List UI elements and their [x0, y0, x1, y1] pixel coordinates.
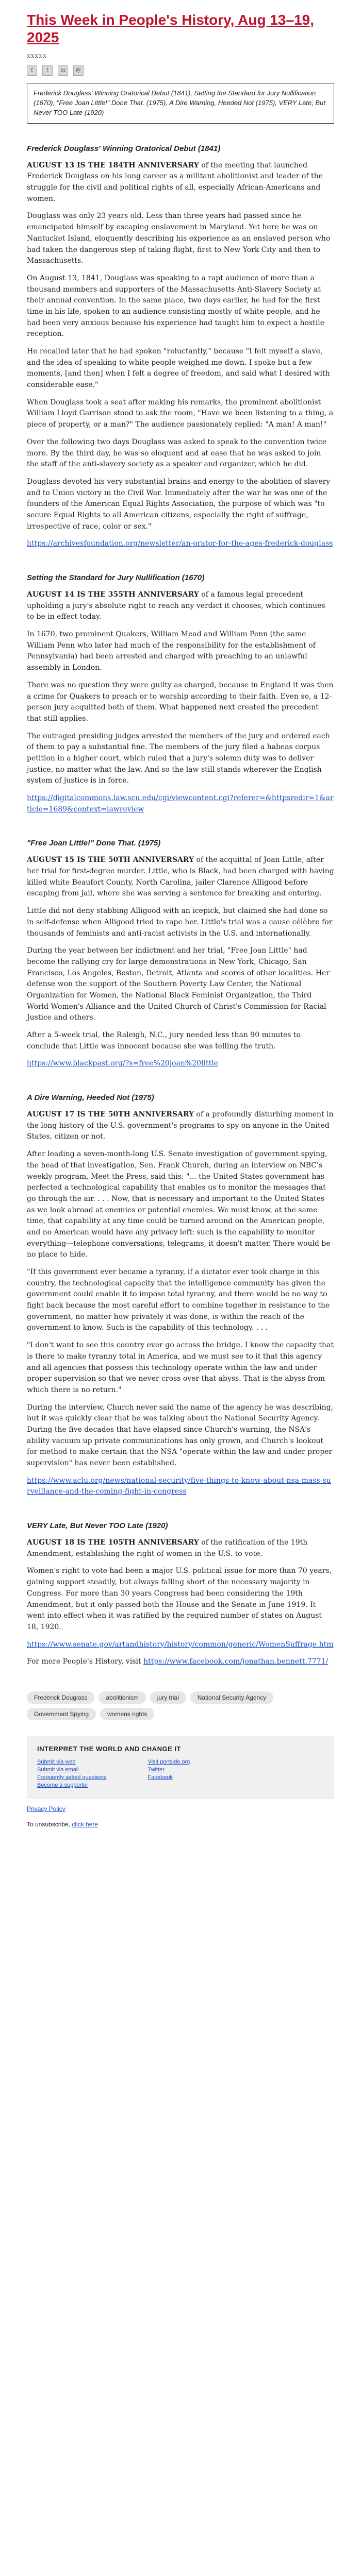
lead-text: of a famous legal precedent upholding a jury's absolute right to reach any verdict it chooses, which continues to be in effect today.: [27, 590, 325, 621]
tag-chip[interactable]: womens rights: [100, 1708, 154, 1720]
summary-box: Frederick Douglass' Winning Oratorical Debut (1841), Setting the Standard for Jury Nullification (1670), "Free Joan Little!" Done That. (1975), A Dire Warning, Heeded Not (1975), VERY Late, But Never TOO Late (1920): [27, 83, 334, 124]
paragraph: "I don't want to see this country ever go across the bridge. I know the capacity that is there to make tyranny total in America, and we must see to it that this agency and all agencies that possess this technology operate within the law and under proper supervision so that we never cross over that abyss. That is the abyss from which there is no return.": [27, 1341, 334, 1394]
section-title: VERY Late, But Never TOO Late (1920): [27, 1521, 168, 1531]
more-label: For more People's History, visit: [27, 1657, 141, 1666]
paragraph: "If this government ever became a tyranny, if a dictator ever took charge in this country, the technological capacity that the intelligence community has given the government could enable it to impose total tyranny, and there would be no way to fight back because the most careful effort to combine together in resistance to the government, no matter how privately it was done, is within the reach of the government to know. Such is the capability of this technology. . . .: [27, 1268, 330, 1332]
footer-link[interactable]: Submit via web: [37, 1758, 76, 1765]
privacy-policy-link[interactable]: Privacy Policy: [27, 1805, 65, 1812]
unsubscribe-link[interactable]: click here: [72, 1820, 99, 1828]
linkedin-icon[interactable]: in: [58, 65, 68, 76]
paragraph: Women's right to vote had been a major U.S. political issue for more than 70 years, gaining support steadily, but always falling short of the necessary majority in Congress. For more than 30 years Congress had been considering the 19th Amendment, but it only passed both the House and the Senate in June 1919. It went into effect when it was ratified by the required number of states on August 18, 1920.: [27, 1567, 332, 1631]
twitter-icon[interactable]: t: [42, 65, 53, 76]
paragraph: After leading a seven-month-long U.S. Senate investigation of government spying, the head of that investigation, Sen. Frank Church, during an interview on NBC's weekly program, Meet the Press, said this: "... the United States government has perfected a technological capability that enables us to monitor the messages that go through the air. . . . Now, that is necessary and important to the United States as we look abroad at enemies or potential enemies. We must know, at the same time, that capability at any time could be turned around on the American people, and no American would have any privacy left: such is the capability to monitor everything—telephone conversations, telegrams, it doesn't matter. There would be no place to hide.: [27, 1150, 331, 1259]
unsubscribe-line: [27, 1821, 334, 1828]
lead-text: of the acquittal of Joan Little, after her trial for first-degree murder. Little, who is Black, had been charged with having killed white Beaufort County, North Carolina, jailer Clarence Alligood before escaping from jail, where she was serving a sentence for breaking and entering.: [27, 856, 334, 898]
anniversary-label: AUGUST 18 IS THE 105TH ANNIVERSARY: [27, 1538, 199, 1547]
paragraph: Little did not deny stabbing Alligood with an icepick, but claimed she had done so in self-defense when Alligood tried to rape her. Little's trial was a cause célèbre for thousands of feminists and anti-racist activists in the U.S. and internationally.: [27, 907, 333, 938]
paragraph: In 1670, two prominent Quakers, William Mead and William Penn (the same William Penn who later had much of the responsibility for the establishment of Pennsylvania) had been arrested and charged with preaching to an unlawful assembly in London.: [27, 630, 316, 672]
facebook-icon[interactable]: f: [27, 65, 37, 76]
paragraph: During the interview, Church never said the name of the agency he was describing, but it was quickly clear that he was talking about the National Security Agency. During the five decades that have elapsed since Church's warning, the NSA's ability vacuum up private communications has only grown, and Church's lookout for method to make certain that the NSA "operate within the law and under proper supervision" has never been established.: [27, 1403, 334, 1468]
source-link[interactable]: https://digitalcommons.law.scu.edu/cgi/viewcontent.cgi?referer=&httpsredir=1&article=1689&context=lawreview: [27, 794, 334, 814]
facebook-link[interactable]: https://www.facebook.com/jonathan.bennett.7771/: [143, 1657, 329, 1666]
tag-chip[interactable]: Frederick Douglass: [27, 1691, 94, 1704]
intro-placeholder: xxxxx: [27, 52, 47, 60]
tag-chip[interactable]: National Security Agency: [190, 1691, 273, 1704]
footer-link[interactable]: Visit portside.org: [147, 1758, 190, 1765]
lead-text: of the meeting that launched Frederick Douglass on his long career as a militant abolitionist and leader of the struggle for the civil and political rights of all, especially African-Americans and women.: [27, 161, 323, 203]
section-title: Frederick Douglass' Winning Oratorical Debut (1841): [27, 144, 221, 153]
paragraph: After a 5-week trial, the Raleigh, N.C., jury needed less than 90 minutes to conclude that Little was innocent because she was telling the truth.: [27, 1031, 301, 1050]
section-lead: [27, 160, 334, 205]
article-section: [27, 573, 334, 815]
tag-chip[interactable]: jury trial: [150, 1691, 186, 1704]
email-icon[interactable]: @: [73, 65, 84, 76]
tag-chip[interactable]: abolitionism: [99, 1691, 145, 1704]
section-lead: [27, 589, 334, 623]
section-lead: [27, 855, 334, 900]
paragraph: During the year between her indictment and her trial, "Free Joan Little" had become the rallying cry for large demonstrations in New York, Chicago, San Francisco, Los Angeles, Boston, Detroit, Atlanta and scores of other localities. Her defense won the support of the Southern Poverty Law Center, the National Organization for Women, the National Black Feminist Organization, the Third World Women's Alliance and the United Church of Christ's Commission for Racial Justice and others.: [27, 946, 330, 1022]
article-section: [27, 839, 334, 1070]
tag-list: [27, 1691, 334, 1720]
paragraph: He recalled later that he had spoken "reluctantly," because "I felt myself a slave, and the idea of speaking to white people weighed me down. I spoke but a few moments, [and then] when I felt a degree of freedom, and said what I desired with considerable ease.": [27, 347, 330, 389]
anniversary-label: AUGUST 13 IS THE 184TH ANNIVERSARY: [27, 161, 199, 170]
unsubscribe-prefix: To unsubscribe,: [27, 1820, 72, 1828]
footer-col-left: [37, 1759, 107, 1790]
section-title: Setting the Standard for Jury Nullification (1670): [27, 573, 205, 583]
article-section: [27, 144, 334, 550]
paragraph: There was no question they were guilty as charged, because in England it was then a crime for Quakers to preach or to worship according to their faith. Even so, a 12-person jury acquitted both of them. What happened next created the precedent that still applies.: [27, 681, 334, 723]
paragraph: When Douglass took a seat after making his remarks, the prominent abolitionist William Lloyd Garrison stood to ask the room, "Have we been listening to a thing, a piece of property, or a man?" The audience passionately replied: "A man! A man!": [27, 398, 334, 429]
section-title: A Dire Warning, Heeded Not (1975): [27, 1093, 154, 1103]
source-link[interactable]: https://www.senate.gov/artandhistory/history/common/generic/WomenSuffrage.htm: [27, 1640, 334, 1649]
footer-col-right: [148, 1759, 190, 1790]
footer-heading: INTERPRET THE WORLD AND CHANGE IT: [37, 1744, 181, 1753]
paragraph: On August 13, 1841, Douglass was speaking to a rapt audience of more than a thousand members and supporters of the Massachusetts Anti-Slavery Society at their annual convention. In the same place, two days earlier, he had for the first time in his life, spoken to an audience consisting mostly of white people, and he had been very anxious because his experience had taught him to expect a hostile reception.: [27, 274, 324, 338]
article-section: [27, 1521, 334, 1668]
anniversary-label: AUGUST 17 IS THE 50TH ANNIVERSARY: [27, 1110, 194, 1119]
article-section: [27, 1093, 334, 1498]
paragraph: Over the following two days Douglass was asked to speak to the convention twice more. By the third day, he was so eloquent and at ease that he was asked to join the staff of the anti-slavery society as a speaker and organizer, which he did.: [27, 437, 327, 469]
share-bar: [27, 65, 334, 76]
anniversary-label: AUGUST 15 IS THE 50TH ANNIVERSARY: [27, 856, 194, 865]
footer-link[interactable]: Submit via email: [37, 1766, 79, 1773]
source-link[interactable]: https://archivesfoundation.org/newsletter/an-orator-for-the-ages-frederick-douglass: [27, 539, 333, 548]
section-lead: [27, 1109, 334, 1143]
more-line: [27, 1656, 334, 1668]
lead-text: of a profoundly disturbing moment in the long history of the U.S. government's programs to spy on anyone in the United States, citizen or not.: [27, 1110, 334, 1141]
section-lead: [27, 1537, 334, 1560]
footer-link[interactable]: Facebook: [147, 1774, 173, 1781]
source-link[interactable]: https://www.aclu.org/news/national-security/five-things-to-know-about-nsa-mass-surveillance-and-the-coming-fight-in-congress: [27, 1476, 331, 1496]
footer-link[interactable]: Twitter: [147, 1766, 165, 1773]
section-title: "Free Joan Little!" Done That. (1975): [27, 839, 161, 848]
paragraph: The outraged presiding judges arrested the members of the jury and ordered each of them to pay a substantial fine. The members of the jury filed a habeas corpus petition in a higher court, which ruled that a jury's solemn duty was to deliver justice, no matter what the law. And so the law still stands wherever the English system of justice is in force.: [27, 732, 330, 785]
source-link[interactable]: https://www.blackpast.org/?s=free%20joan%20little: [27, 1059, 218, 1068]
footer-link[interactable]: Become a supporter: [37, 1782, 89, 1788]
tag-chip[interactable]: Government Spying: [27, 1708, 96, 1720]
anniversary-label: AUGUST 14 IS THE 355TH ANNIVERSARY: [27, 590, 199, 599]
footer-link[interactable]: Frequently asked questions: [37, 1774, 107, 1781]
footer: [27, 1736, 334, 1799]
lead-text: of the ratification of the 19th Amendment, establishing the right of women in the U.S. to vote.: [27, 1538, 308, 1558]
paragraph: Douglass devoted his very substantial brains and energy to the abolition of slavery and to Union victory in the Civil War. Immediately after the war he was one of the founders of the American Equal Rights Association, the purpose of which was "to secure Equal Rights to all American citizens, especially the right of suffrage, irrespective of race, color or sex.": [27, 477, 331, 531]
page-title[interactable]: This Week in People's History, Aug 13–19, 2025: [27, 12, 314, 45]
paragraph: Douglass was only 23 years old. Less than three years had passed since he emancipated himself by escaping enslavement in Maryland. Yet here he was on Nantucket Island, eloquently describing his experience as an enslaved person who had taken the dangerous step of taking flight, first to New York City and then to Massachusetts.: [27, 212, 331, 265]
